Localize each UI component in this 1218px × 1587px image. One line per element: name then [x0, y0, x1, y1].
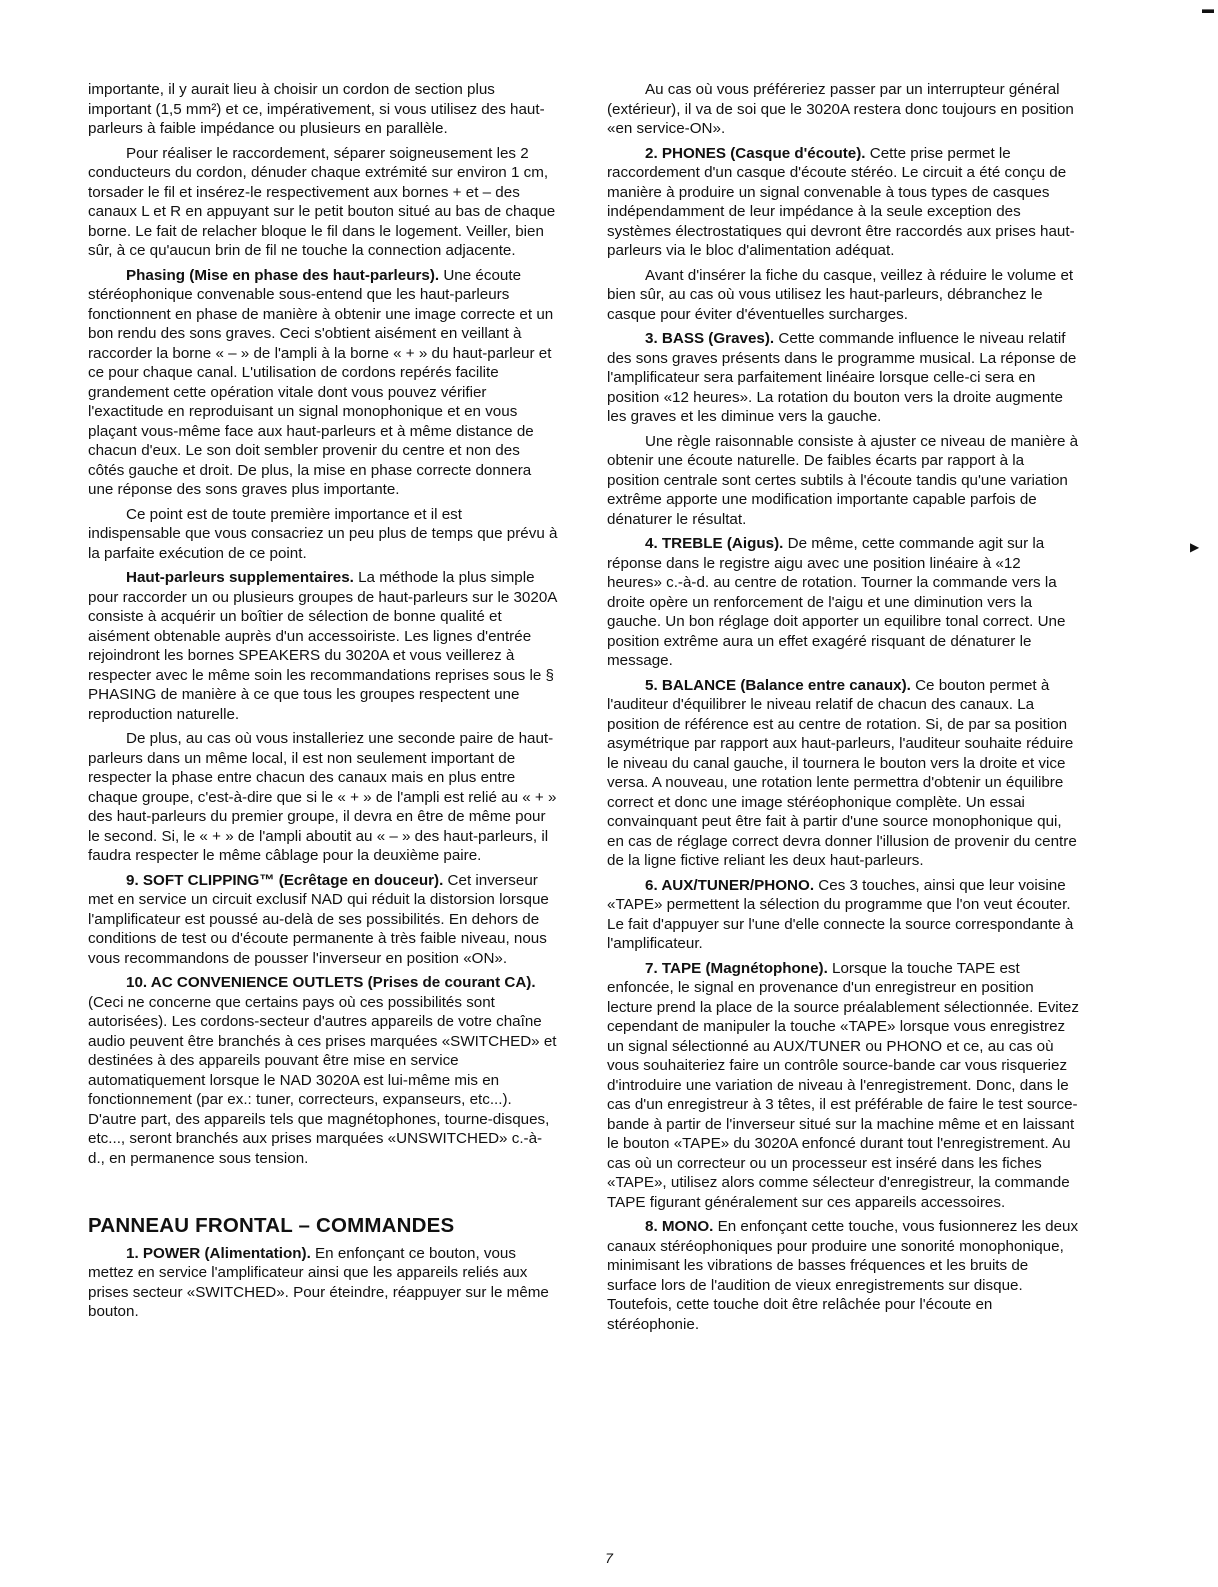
section-title: PANNEAU FRONTAL – COMMANDES: [88, 1214, 455, 1237]
paragraph-text: Ces 3 touches, ainsi que leur voisine «TAPE» permettent la sélection du programme que l'on veut écouter. Le fait d'appuyer sur l'une d'elle connecte la source correspondante à l'amplificateur.: [607, 876, 1074, 952]
paragraph-bass: [607, 329, 1079, 427]
paragraph-phasing: [88, 266, 558, 500]
paragraph-treble: [607, 534, 1079, 671]
paragraph: Au cas où vous préféreriez passer par un interrupteur général (extérieur), il va de soi que le 3020A restera donc toujours en position «en service-ON».: [607, 81, 1074, 137]
paragraph-text: (Ceci ne concerne que certains pays où ces possibilités sont autorisées). Les cordons-secteur d'autres appareils de votre chaîne audio peuvent être branchés à ces prises marquées «SWITCHED» et destinées à des appareils pouvant être mise en service automatiquement lorsque le NAD 3020A est lui-même mis en fonctionnement (par ex.: tuner, correcteurs, expanseurs, etc...). D'autre part, des appareils tels que magnétophones, tourne-disques, etc..., seront branchés aux prises marquées «UNSWITCHED» c.-à-d., en permanence sous tension.: [88, 993, 557, 1167]
subheading: 10. AC CONVENIENCE OUTLETS (Prises de courant CA).: [126, 974, 536, 991]
subheading: Phasing (Mise en phase des haut-parleurs).: [126, 266, 440, 284]
paragraph-text: De même, cette commande agit sur la réponse dans le registre aigu avec une position linéaire à «12 heures» c.-à-d. au centre de rotation. Tourner la commande vers la droite opère un renforcement de l'aigu et une diminution vers la gauche. Un bon réglage doit apporter un equilibre tonal correct. Une position extrême aura un effet exagéré risquant de dénaturer le message.: [607, 535, 1066, 669]
paragraph-aux: [607, 876, 1079, 954]
paragraph-text: En enfonçant ce bouton, vous mettez en service l'amplificateur ainsi que les appareils reliés aux prises secteur «SWITCHED». Pour éteindre, réappuyer sur le même bouton.: [88, 1244, 549, 1320]
paragraph-tape: [607, 959, 1079, 1213]
paragraph: Avant d'insérer la fiche du casque, veillez à réduire le volume et bien sûr, au cas où vous utilisez les haut-parleurs, débranchez le casque pour éviter d'éventuelles surcharges.: [607, 266, 1074, 323]
corner-mark: ▬: [1202, 2, 1214, 16]
subheading: 9. SOFT CLIPPING™ (Ecrêtage en douceur).: [126, 871, 444, 889]
paragraph: Ce point est de toute première importance et il est indispensable que vous consacriez un peu plus de temps que prévu à la parfaite exécution de ce point.: [88, 505, 558, 562]
paragraph-ac-outlets: [88, 973, 558, 1168]
subheading: 2. PHONES (Casque d'écoute).: [645, 144, 866, 162]
paragraph: De plus, au cas où vous installeriez une seconde paire de haut-parleurs dans un même local, il est non seulement important de respecter la phase entre chacun des canaux mais en plus entre chaque groupe, c'est-à-dire que si le « + » de l'ampli est relié au « + » des haut-parleurs du premier groupe, il devra en être de même pour le second. Si, le « + » de l'ampli aboutit au « – » des haut-parleurs, il faudra respecter le même câblage pour la deuxième paire.: [88, 730, 557, 864]
paragraph-text: Ce bouton permet à l'auditeur d'équilibrer le niveau relatif de chacun des canaux. La position de référence est au centre de rotation. Si, de par sa position asymétrique par rapport aux haut-parleurs, l'auditeur souhaite réduire le niveau du canal gauche, il tournera le bouton vers la droite et vice versa. A nouveau, une rotation lente permettra d'obtenir un équilibre correct et donc une image stéréophonique complète. Un essai convainquant peut être fait à partir d'une source monophonique qui, en cas de réglage correct devra donner l'illusion de provenir du centre de la ligne fictive reliant les deux haut-parleurs.: [607, 676, 1077, 869]
paragraph: Pour réaliser le raccordement, séparer soigneusement les 2 conducteurs du cordon, dénuder chaque extrémité sur environ 1 cm, torsader le fil et insérez-le respectivement aux bornes + et – des canaux L et R en appuyant sur le petit bouton situé au bas de chaque borne. Le fait de relacher bloque le fil dans le logement. Veiller, bien sûr, à ce qu'aucun brin de fil ne touche la connection adjacente.: [88, 144, 556, 259]
paragraph-text: Cet inverseur met en service un circuit exclusif NAD qui réduit la distorsion lorsque l'amplificateur est poussé au-delà de ses possibilités. En dehors de conditions de test ou d'écoute permanente à très faible niveau, nous vous recommandons de pousser l'inverseur en position «ON».: [88, 871, 549, 967]
subheading: 3. BASS (Graves).: [645, 330, 775, 347]
paragraph-text: Cette prise permet le raccordement d'un casque d'écoute stéréo. Le circuit a été conçu de manière à produire un signal convenable à tous types de casques indépendamment de leur impédance à la seule exception des systèmes électrostatiques qui devront être raccordés aux prises haut-parleurs via le bloc d'alimentation adéquat.: [607, 144, 1075, 259]
subheading: 8. MONO.: [645, 1218, 714, 1235]
paragraph-text: Cette commande influence le niveau relatif des sons graves présents dans le programme musical. La réponse de l'amplificateur sera parfaitement linéaire lorsque celle-ci sera en position «12 heures». La rotation du bouton vers la droite augmente les graves et les diminue vers la gauche.: [607, 330, 1077, 425]
paragraph-mono: [607, 1217, 1079, 1334]
subheading: 5. BALANCE (Balance entre canaux).: [645, 676, 911, 694]
left-column: [88, 80, 558, 1327]
paragraph-phones: [607, 144, 1079, 261]
paragraph-haut-parleurs: [88, 568, 558, 724]
paragraph-soft-clipping: [88, 871, 558, 969]
paragraph-text: En enfonçant cette touche, vous fusionnerez les deux canaux stéréophoniques pour produire une sonorité monophonique, minimisant les vibrations de basses fréquences et les bruits de surface lors de l'audition de vieux enregistrements sur disque. Toutefois, cette touche doit être relâchée pour l'écoute en stéréophonie.: [607, 1218, 1079, 1333]
right-column: [607, 80, 1079, 1339]
paragraph-text: Lorsque la touche TAPE est enfoncée, le signal en provenance d'un enregistreur en position lecture prend la place de la source préalablement sélectionnée. Evitez cependant de manipuler la touche «TAPE» lorsque vous enregistrez un signal sélectionné au AUX/TUNER ou PHONO et ce, au cas où vous souhaiteriez faire un contrôle source-bande car vous risqueriez d'introduire une variation de niveau à l'enregistrement. Donc, dans le cas d'un enregistreur à 3 têtes, il est préférable de faire le test source-bande à partir de l'inverseur situé sur la machine même et en laissant le bouton «TAPE» du 3020A enfoncé durant tout l'enregistrement. Au cas où un correcteur ou un processeur est inséré dans les fiches «TAPE», utilisez alors comme sélecteur d'enregistreur, la commande TAPE figurant généralement sur ces appareils accessoires.: [607, 959, 1079, 1211]
margin-mark: ▶: [1190, 540, 1200, 554]
paragraph-power: [88, 1244, 558, 1322]
subheading: 7. TAPE (Magnétophone).: [645, 959, 828, 977]
subheading: 6. AUX/TUNER/PHONO.: [645, 876, 815, 894]
paragraph: importante, il y aurait lieu à choisir un cordon de section plus important (1,5 mm²) et ce, impérativement, si vous utilisez des haut-parleurs à faible impédance ou plusieurs en parallèle.: [88, 81, 545, 137]
subheading: Haut-parleurs supplementaires.: [126, 569, 354, 586]
paragraph-text: Une écoute stéréophonique convenable sous-entend que les haut-parleurs fonctionnent en phase de manière à obtenir une image correcte et un bon rendu des sons graves. Ceci s'obtient aisément en veillant à raccorder la borne « – » de l'ampli à la borne « + » du haut-parleur et ce pour chaque canal. L'utilisation de cordons repérés facilite grandement cette opération vitale dont vous pouvez vérifier l'exactitude en reproduisant un signal monophonique et en vous plaçant vous-même face aux haut-parleurs et à même distance de chacun d'eux. Le son doit sembler provenir du centre et non des côtés gauche et droit. De plus, la mise en phase correcte donnera une réponse des sons graves plus importante.: [88, 266, 554, 498]
paragraph: Une règle raisonnable consiste à ajuster ce niveau de manière à obtenir une écoute naturelle. De faibles écarts par rapport à la position centrale sont certes subtils à l'écoute tandis qu'une variation extrême apporte une modification importante capable parfois de dénaturer le résultat.: [607, 432, 1079, 528]
paragraph-text: La méthode la plus simple pour raccorder un ou plusieurs groupes de haut-parleurs sur le 3020A consiste à acquérir un boîtier de sélection de bonne qualité et aisément obtenable auprès d'un accessoiriste. Les lignes d'entrée rejoindront les bornes SPEAKERS du 3020A et vous veillerez à respecter avec le même soin les recommandations reprises sous le § PHASING de manière à ce que tous les groupes respectent une reproduction naturelle.: [88, 569, 557, 723]
page-number: 7: [605, 1550, 613, 1566]
paragraph-balance: [607, 676, 1079, 871]
subheading: 4. TREBLE (Aigus).: [645, 535, 784, 552]
subheading: 1. POWER (Alimentation).: [126, 1244, 311, 1262]
